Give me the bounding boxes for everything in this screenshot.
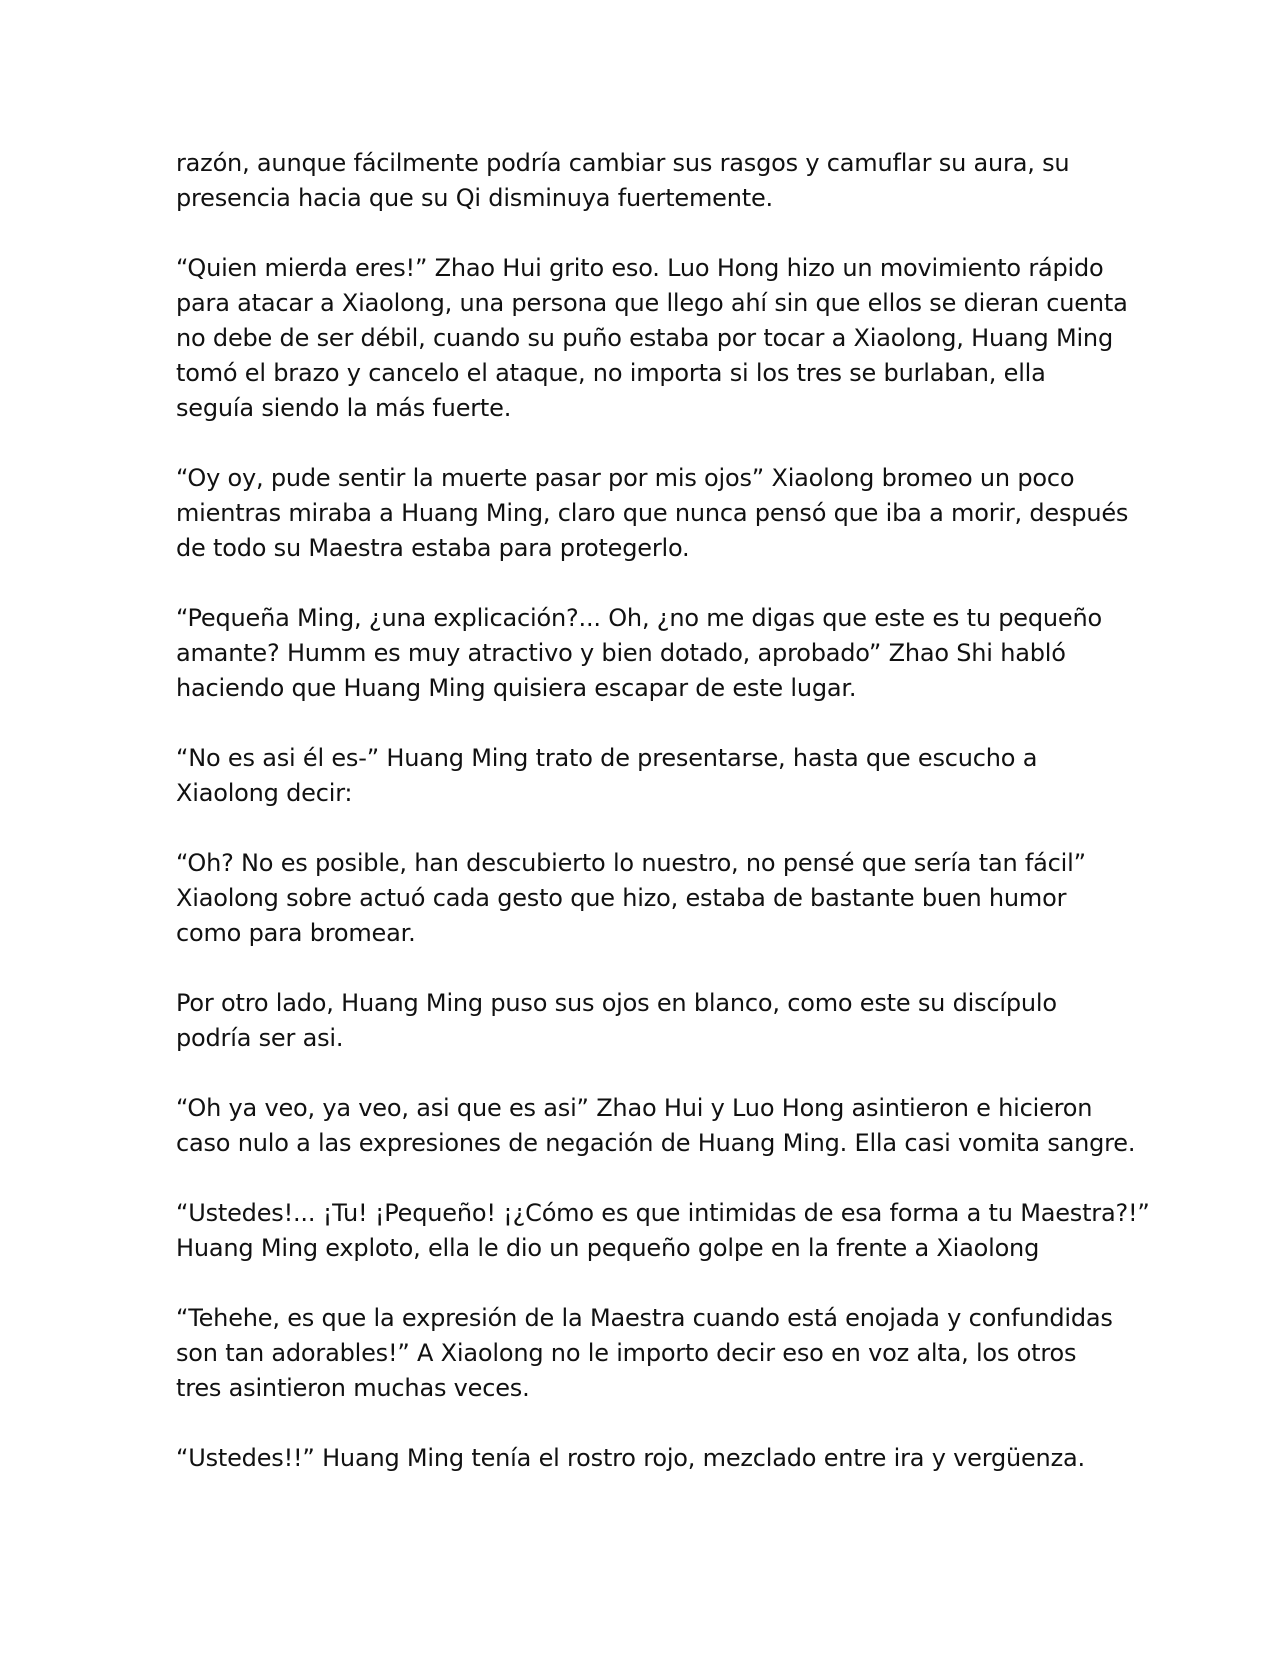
text-line: razón, aunque fácilmente podría cambiar sus rasgos y camuflar su aura, su [176, 149, 1070, 177]
paragraph [176, 846, 1116, 951]
text-line: como para bromear. [176, 919, 416, 947]
text-line: Huang Ming exploto, ella le dio un pequeño golpe en la frente a Xiaolong [176, 1234, 1040, 1262]
paragraph [176, 146, 1116, 216]
text-line: haciendo que Huang Ming quisiera escapar de este lugar. [176, 674, 857, 702]
text-line: presencia hacia que su Qi disminuya fuertemente. [176, 184, 773, 212]
text-line: tres asintieron muchas veces. [176, 1374, 530, 1402]
text-line: caso nulo a las expresiones de negación de Huang Ming. Ella casi vomita sangre. [176, 1129, 1136, 1157]
text-line: “No es asi él es-” Huang Ming trato de presentarse, hasta que escucho a [176, 744, 1038, 772]
text-line: “Tehehe, es que la expresión de la Maestra cuando está enojada y confundidas [176, 1304, 1113, 1332]
paragraph [176, 1196, 1150, 1266]
paragraph [176, 1301, 1116, 1406]
text-line: “Oh ya veo, ya veo, asi que es asi” Zhao Hui y Luo Hong asintieron e hicieron [176, 1094, 1093, 1122]
paragraph [176, 741, 1116, 811]
paragraph [176, 1091, 1136, 1161]
paragraph [176, 986, 1116, 1056]
text-line: “Oy oy, pude sentir la muerte pasar por mis ojos” Xiaolong bromeo un poco [176, 464, 1075, 492]
text-line: podría ser asi. [176, 1024, 344, 1052]
text-line: no debe de ser débil, cuando su puño estaba por tocar a Xiaolong, Huang Ming [176, 324, 1113, 352]
text-line: amante? Humm es muy atractivo y bien dotado, aprobado” Zhao Shi habló [176, 639, 1066, 667]
text-line: “Oh? No es posible, han descubierto lo nuestro, no pensé que sería tan fácil” [176, 849, 1086, 877]
text-line: mientras miraba a Huang Ming, claro que nunca pensó que iba a morir, después [176, 499, 1129, 527]
text-line: tomó el brazo y cancelo el ataque, no importa si los tres se burlaban, ella [176, 359, 1046, 387]
paragraph [176, 601, 1116, 706]
text-line: “Ustedes!... ¡Tu! ¡Pequeño! ¡¿Cómo es que intimidas de esa forma a tu Maestra?!” [176, 1199, 1150, 1227]
text-line: Por otro lado, Huang Ming puso sus ojos en blanco, como este su discípulo [176, 989, 1057, 1017]
text-line: “Quien mierda eres!” Zhao Hui grito eso. Luo Hong hizo un movimiento rápido [176, 254, 1104, 282]
text-line: son tan adorables!” A Xiaolong no le importo decir eso en voz alta, los otros [176, 1339, 1077, 1367]
document-body [176, 146, 1150, 1511]
paragraph [176, 251, 1128, 426]
text-line: de todo su Maestra estaba para protegerlo. [176, 534, 690, 562]
text-line: Xiaolong sobre actuó cada gesto que hizo, estaba de bastante buen humor [176, 884, 1067, 912]
paragraph [176, 461, 1129, 566]
text-line: Xiaolong decir: [176, 779, 353, 807]
text-line: para atacar a Xiaolong, una persona que llego ahí sin que ellos se dieran cuenta [176, 289, 1128, 317]
text-line: seguía siendo la más fuerte. [176, 394, 512, 422]
text-line: “Ustedes!!” Huang Ming tenía el rostro rojo, mezclado entre ira y vergüenza. [176, 1444, 1085, 1472]
paragraph [176, 1441, 1116, 1476]
text-line: “Pequeña Ming, ¿una explicación?... Oh, ¿no me digas que este es tu pequeño [176, 604, 1102, 632]
